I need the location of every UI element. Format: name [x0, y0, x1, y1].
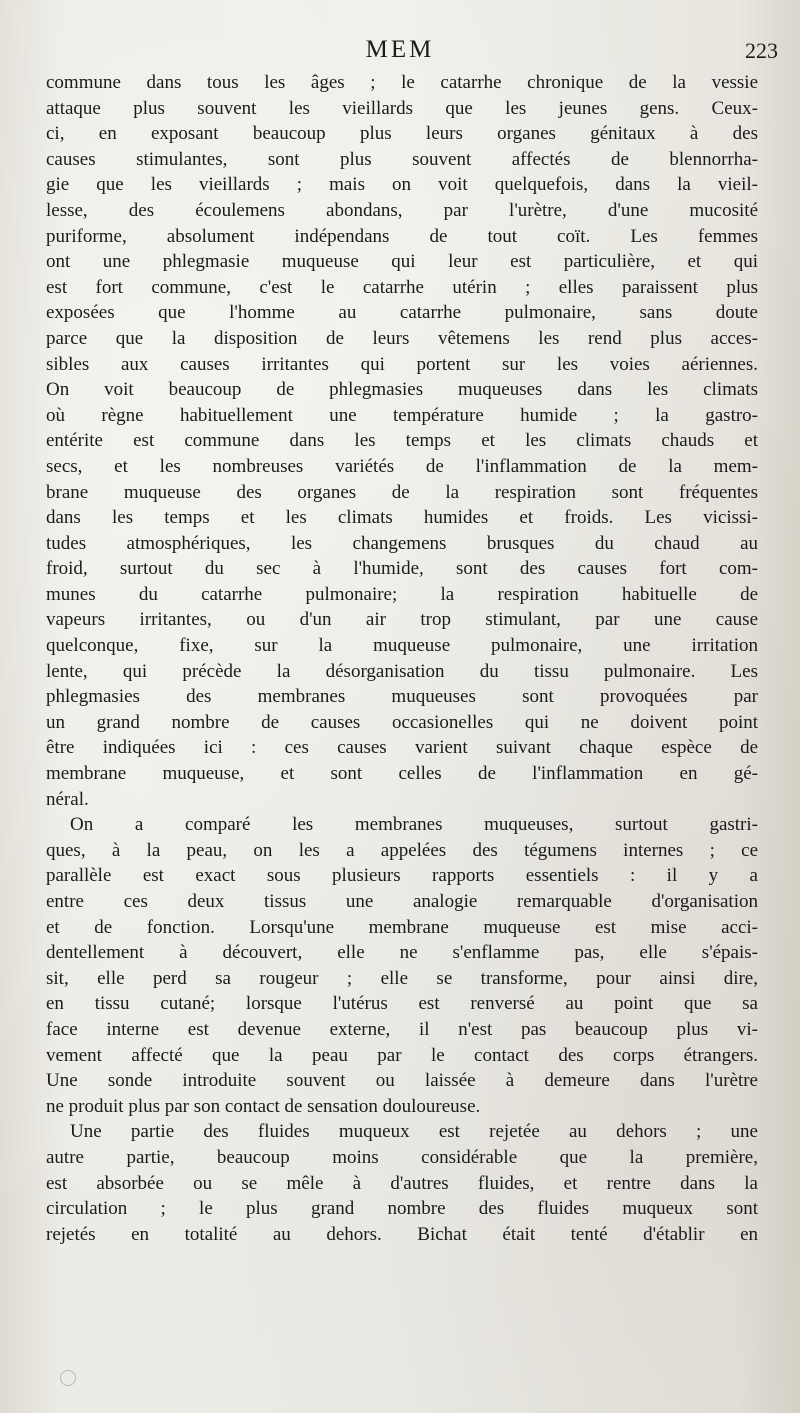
text-line: quelconque, fixe, sur la muqueuse pulmonaire, une irritation	[46, 635, 758, 657]
text-line: membrane muqueuse, et sont celles de l'inflammation en gé-	[46, 763, 758, 785]
text-line: autre partie, beaucoup moins considérable que la première,	[46, 1146, 758, 1168]
running-head: MEM	[365, 36, 435, 63]
text-line: lesse, des écoulemens abondans, par l'urètre, d'une mucosité	[46, 199, 758, 221]
text-line: Une sonde introduite souvent ou laissée à demeure dans l'urètre	[46, 1070, 758, 1092]
text-line: dentellement à découvert, elle ne s'enflamme pas, elle s'épais-	[46, 942, 758, 964]
text-line: munes du catarrhe pulmonaire; la respiration habituelle de	[46, 583, 758, 605]
text-line: Une partie des fluides muqueux est rejetée au dehors ; une	[70, 1121, 758, 1143]
text-line: entérite est commune dans les temps et les climats chauds et	[46, 430, 758, 452]
text-line: être indiquées ici : ces causes varient suivant chaque espèce de	[46, 737, 758, 759]
text-line: ne produit plus par son contact de sensation douloureuse.	[46, 1095, 481, 1117]
text-line: néral.	[46, 788, 89, 810]
text-line: est fort commune, c'est le catarrhe utérin ; elles paraissent plus	[46, 276, 758, 298]
text-line: puriforme, absolument indépendans de tout coït. Les femmes	[46, 225, 758, 247]
text-line: secs, et les nombreuses variétés de l'inflammation de la mem-	[46, 455, 758, 477]
text-line: exposées que l'homme au catarrhe pulmonaire, sans doute	[46, 302, 758, 324]
text-line: ont une phlegmasie muqueuse qui leur est particulière, et qui	[46, 251, 758, 273]
page-number: 223	[745, 38, 778, 63]
text-line: et de fonction. Lorsqu'une membrane muqueuse est mise acci-	[46, 916, 758, 938]
text-line: froid, surtout du sec à l'humide, sont des causes fort com-	[46, 558, 758, 580]
text-line: gie que les vieillards ; mais on voit quelquefois, dans la vieil-	[46, 174, 758, 196]
text-line: On voit beaucoup de phlegmasies muqueuses dans les climats	[46, 379, 758, 401]
text-line: ci, en exposant beaucoup plus leurs organes génitaux à des	[46, 123, 758, 145]
paper-stain	[60, 1370, 76, 1386]
text-line: en tissu cutané; lorsque l'utérus est renversé au point que sa	[46, 993, 758, 1015]
text-line: On a comparé les membranes muqueuses, surtout gastri-	[70, 814, 758, 836]
text-line: où règne habituellement une température humide ; la gastro-	[46, 404, 758, 426]
text-line: vapeurs irritantes, ou d'un air trop stimulant, par une cause	[46, 609, 758, 631]
text-line: parce que la disposition de leurs vêtemens les rend plus acces-	[46, 327, 758, 349]
text-line: un grand nombre de causes occasionelles qui ne doivent point	[46, 711, 758, 733]
text-line: causes stimulantes, sont plus souvent affectés de blennorrha-	[46, 148, 758, 170]
text-line: parallèle est exact sous plusieurs rapports essentiels : il y a	[46, 865, 758, 887]
text-line: commune dans tous les âges ; le catarrhe chronique de la vessie	[46, 72, 758, 93]
text-line: sit, elle perd sa rougeur ; elle se transforme, pour ainsi dire,	[46, 967, 758, 989]
text-line: rejetés en totalité au dehors. Bichat était tenté d'établir en	[46, 1223, 758, 1245]
text-line: circulation ; le plus grand nombre des fluides muqueux sont	[46, 1198, 758, 1220]
text-line: attaque plus souvent les vieillards que les jeunes gens. Ceux-	[46, 97, 758, 119]
text-line: dans les temps et les climats humides et froids. Les vicissi-	[46, 507, 758, 529]
body-text	[46, 70, 758, 1247]
text-line: ques, à la peau, on les a appelées des tégumens internes ; ce	[46, 839, 758, 861]
text-line: face interne est devenue externe, il n'est pas beaucoup plus vi-	[46, 1018, 758, 1040]
text-line: est absorbée ou se mêle à d'autres fluides, et rentre dans la	[46, 1172, 758, 1194]
text-line: phlegmasies des membranes muqueuses sont provoquées par	[46, 686, 758, 708]
text-line: tudes atmosphériques, les changemens brusques du chaud au	[46, 532, 758, 554]
text-line: lente, qui précède la désorganisation du tissu pulmonaire. Les	[46, 660, 758, 682]
text-line: sibles aux causes irritantes qui portent sur les voies aériennes.	[46, 353, 758, 375]
text-line: vement affecté que la peau par le contact des corps étrangers.	[46, 1044, 758, 1066]
text-line: entre ces deux tissus une analogie remarquable d'organisation	[46, 891, 758, 912]
text-line: brane muqueuse des organes de la respiration sont fréquentes	[46, 481, 758, 503]
